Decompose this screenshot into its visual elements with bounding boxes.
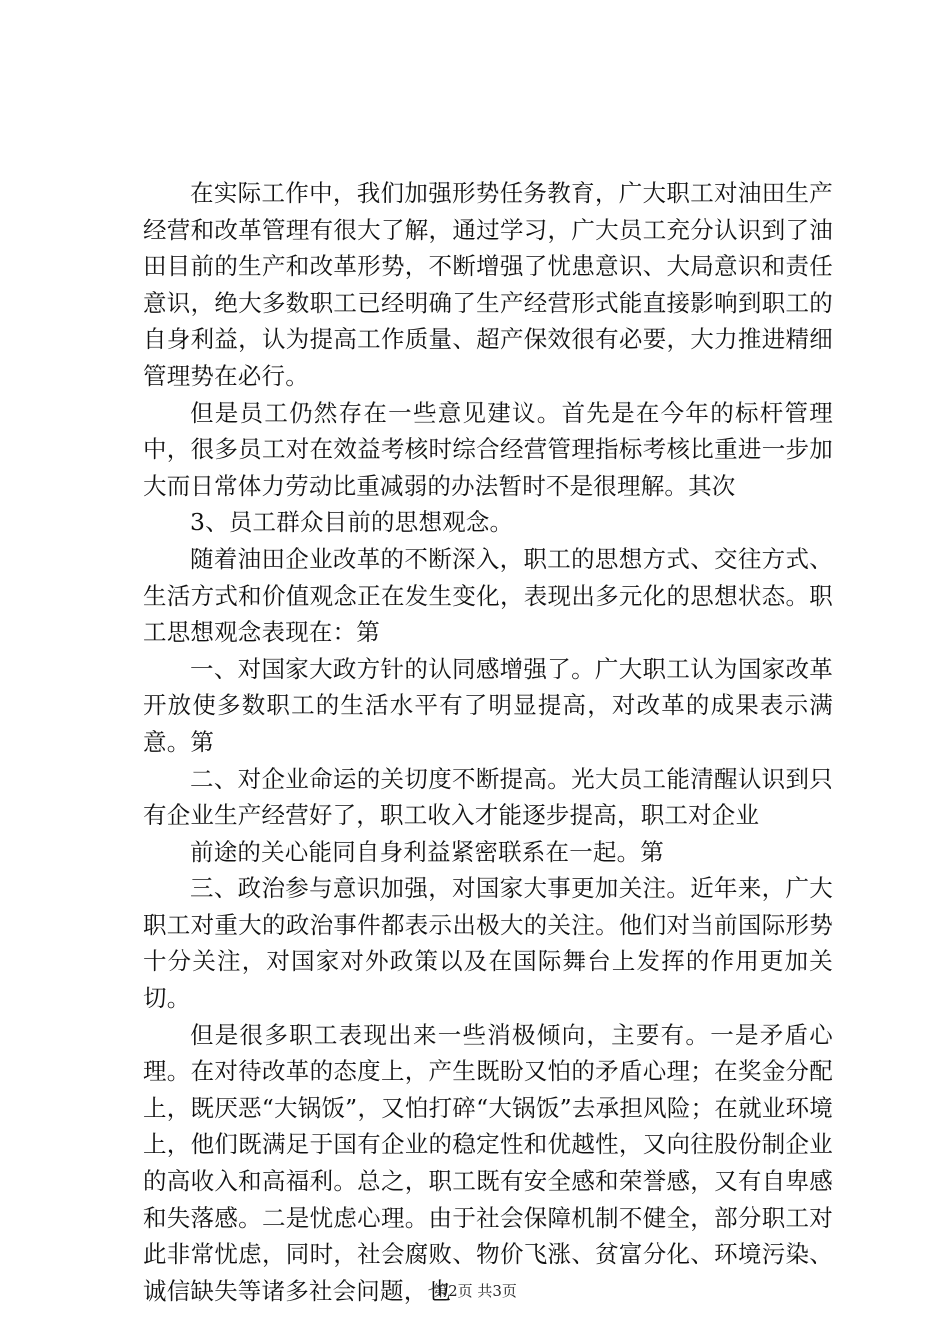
section-heading-3: 3、员工群众目前的思想观念。 [190,508,514,537]
paragraph-8: 三、政治参与意识加强，对国家大事更加关注。近年来，广大职工对重大的政治事件都表示出极大的关注。他们对当前国际形势十分关注，对国家对外政策以及在国际舞台上发挥的作用更加关切。 [143,874,833,1013]
paragraph-7: 前途的关心能同自身利益紧密联系在一起。第 [190,837,664,866]
page-number: 第2页 共3页 [433,1282,517,1300]
page-footer [0,1281,950,1301]
paragraph-9: 但是很多职工表现出来一些消极倾向，主要有。一是矛盾心理。在对待改革的态度上，产生既盼又怕的矛盾心理；在奖金分配上，既厌恶“大锅饭”，又怕打碎“大锅饭”去承担风险；在就业环境上，他们既满足于国有企业的稳定性和优越性，又向往股份制企业的高收入和高福利。总之，职工既有安全感和荣誉感，又有自卑感和失落感。二是忧虑心理。由于社会保障机制不健全，部分职工对此非常忧虑，同时，社会腐败、物价飞涨、贫富分化、环境污染、诚信缺失等诸多社会问题，也 [143,1020,833,1305]
paragraph-1: 在实际工作中，我们加强形势任务教育，广大职工对油田生产经营和改革管理有很大了解，通过学习，广大员工充分认识到了油田目前的生产和改革形势，不断增强了忧患意识、大局意识和责任意识，绝大多数职工已经明确了生产经营形式能直接影响到职工的自身利益，认为提高工作质量、超产保效很有必要，大力推进精细管理势在必行。 [143,179,833,390]
document-body [143,175,833,1309]
paragraph-2: 但是员工仍然存在一些意见建议。首先是在今年的标杆管理中，很多员工对在效益考核时综合经营管理指标考核比重进一步加大而日常体力劳动比重减弱的办法暂时不是很理解。其次 [143,398,833,500]
paragraph-4: 随着油田企业改革的不断深入，职工的思想方式、交往方式、生活方式和价值观念正在发生变化，表现出多元化的思想状态。职工思想观念表现在：第 [143,544,833,647]
paragraph-6: 二、对企业命运的关切度不断提高。光大员工能清醒认识到只有企业生产经营好了，职工收入才能逐步提高，职工对企业 [143,764,833,830]
paragraph-5: 一、对国家大政方针的认同感增强了。广大职工认为国家改革开放使多数职工的生活水平有了明显提高，对改革的成果表示满意。第 [143,654,833,756]
